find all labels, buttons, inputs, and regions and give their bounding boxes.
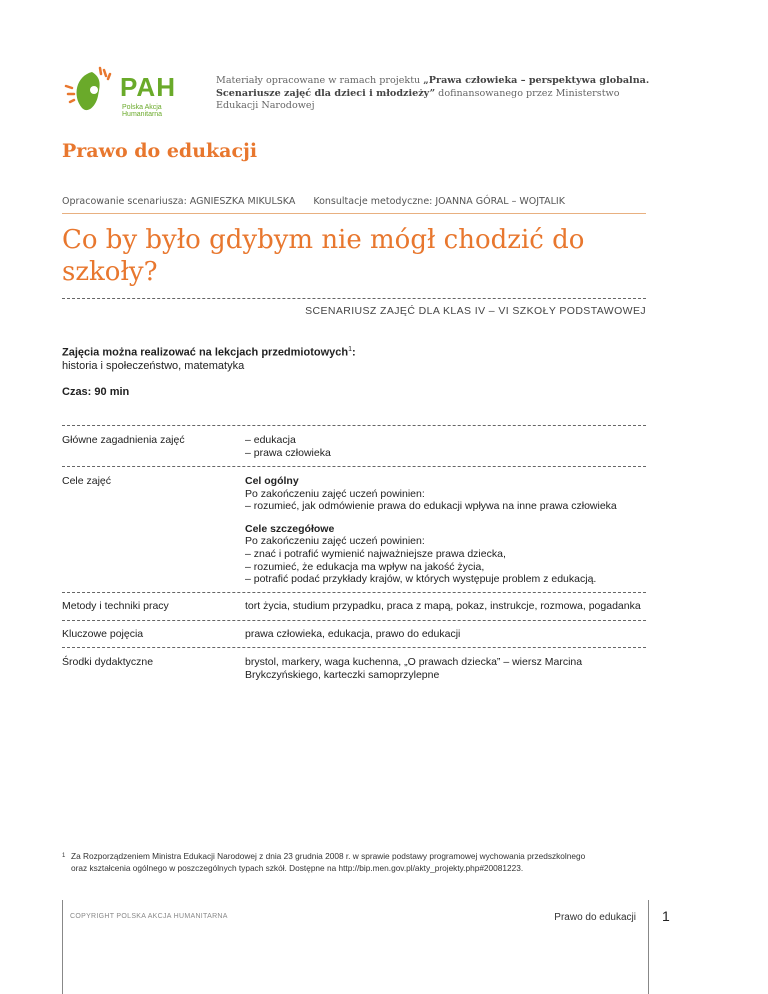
project-info <box>216 75 656 113</box>
document-title: Prawo do edukacji <box>62 140 258 162</box>
time-label: Czas: 90 min <box>62 386 130 398</box>
list-item: – rozumieć, jak odmówienie prawa do edukacji wpływa na inne prawa człowieka <box>245 500 617 513</box>
subjects-colon: : <box>352 346 356 359</box>
project-line2-rest: dofinansowanego przez Ministerstwo <box>435 87 620 99</box>
footnote <box>62 851 662 874</box>
logo-subtitle: Polska Akcja Humanitarna <box>122 104 163 118</box>
project-line3: Edukacji Narodowej <box>216 100 315 111</box>
materials-line: brystol, markery, waga kuchenna, „O prawach dziecka” – wiersz Marcina <box>245 656 583 668</box>
table-divider <box>62 620 646 621</box>
project-line1-bold: „Prawa człowieka – perspektywa globalna. <box>423 75 650 86</box>
list-item: – rozumieć, że edukacja ma wpływ na jakość życia, <box>245 560 485 573</box>
materials-line: Brykczyńskiego, karteczki samoprzylepne <box>245 668 440 681</box>
row-label-methods: Metody i techniki pracy <box>62 600 169 612</box>
row-value-concepts: prawa człowieka, edukacja, prawo do edukacji <box>245 628 461 640</box>
row-value-topics <box>245 434 655 459</box>
logo-wordmark: PAH <box>120 72 176 102</box>
row-value-methods: tort życia, studium przypadku, praca z mapą, pokaz, instrukcje, rozmowa, pogadanka <box>245 600 641 612</box>
credits <box>62 196 565 207</box>
divider <box>62 298 646 299</box>
general-goal-heading: Cel ogólny <box>245 475 299 487</box>
list-item: – edukacja <box>245 434 296 446</box>
project-line2-bold: Scenariusze zajęć dla dzieci i młodzieży” <box>216 87 436 99</box>
row-value-goals <box>245 475 655 586</box>
row-label-concepts: Kluczowe pojęcia <box>62 628 144 640</box>
divider <box>62 213 646 214</box>
footnote-line: oraz kształcenia ogólnego w poszczególnych typach szkół. Dostępne na http://bip.men.gov.pl/akty_projekty.php#20081223. <box>71 862 524 873</box>
row-label-goals: Cele zajęć <box>62 475 112 487</box>
author-credit: Opracowanie scenariusza: AGNIESZKA MIKULSKA <box>62 196 296 207</box>
table-divider <box>62 425 646 426</box>
pah-logo <box>62 66 192 118</box>
row-label-materials: Środki dydaktyczne <box>62 656 154 668</box>
page-number: 1 <box>662 908 670 924</box>
subjects-heading: Zajęcia można realizować na lekcjach przedmiotowych <box>62 346 349 359</box>
table-divider <box>62 466 646 467</box>
main-title: Co by było gdybym nie mógł chodzić do szkoły? <box>62 225 585 287</box>
list-item: – znać i potrafić wymienić najważniejsze prawa dziecka, <box>245 547 506 560</box>
list-item: – potrafić podać przykłady krajów, w których występuje problem z edukacją. <box>245 573 597 586</box>
subjects-list: historia i społeczeństwo, matematyka <box>62 360 245 372</box>
row-value-materials <box>245 656 655 681</box>
project-line1-prefix: Materiały opracowane w ramach projektu <box>216 75 424 86</box>
table-divider <box>62 647 646 648</box>
list-item: Po zakończeniu zajęć uczeń powinien: <box>245 535 425 548</box>
footnote-line: Za Rozporządzeniem Ministra Edukacji Narodowej z dnia 23 grudnia 2008 r. w sprawie podstawy programowej wychowania przedszkolnego <box>71 851 586 861</box>
specific-goals-heading: Cele szczegółowe <box>245 522 335 535</box>
subjects-label <box>62 346 356 359</box>
footnote-ref: 1 <box>348 346 353 353</box>
logo-figure-icon <box>62 66 120 118</box>
consult-credit: Konsultacje metodyczne: JOANNA GÓRAL – WOJTALIK <box>313 196 565 207</box>
list-item: Po zakończeniu zajęć uczeń powinien: <box>245 487 425 500</box>
footer-rule-right <box>648 900 649 994</box>
table-divider <box>62 592 646 593</box>
row-label-topics: Główne zagadnienia zajęć <box>62 434 185 446</box>
footer-title: Prawo do edukacji <box>554 912 636 923</box>
copyright: COPYRIGHT POLSKA AKCJA HUMANITARNA <box>70 913 228 920</box>
footer-rule-left <box>62 900 63 994</box>
scenario-label: SCENARIUSZ ZAJĘĆ DLA KLAS IV – VI SZKOŁY PODSTAWOWEJ <box>305 305 646 317</box>
footnote-number: 1 <box>62 853 66 859</box>
list-item: – prawa człowieka <box>245 446 331 459</box>
